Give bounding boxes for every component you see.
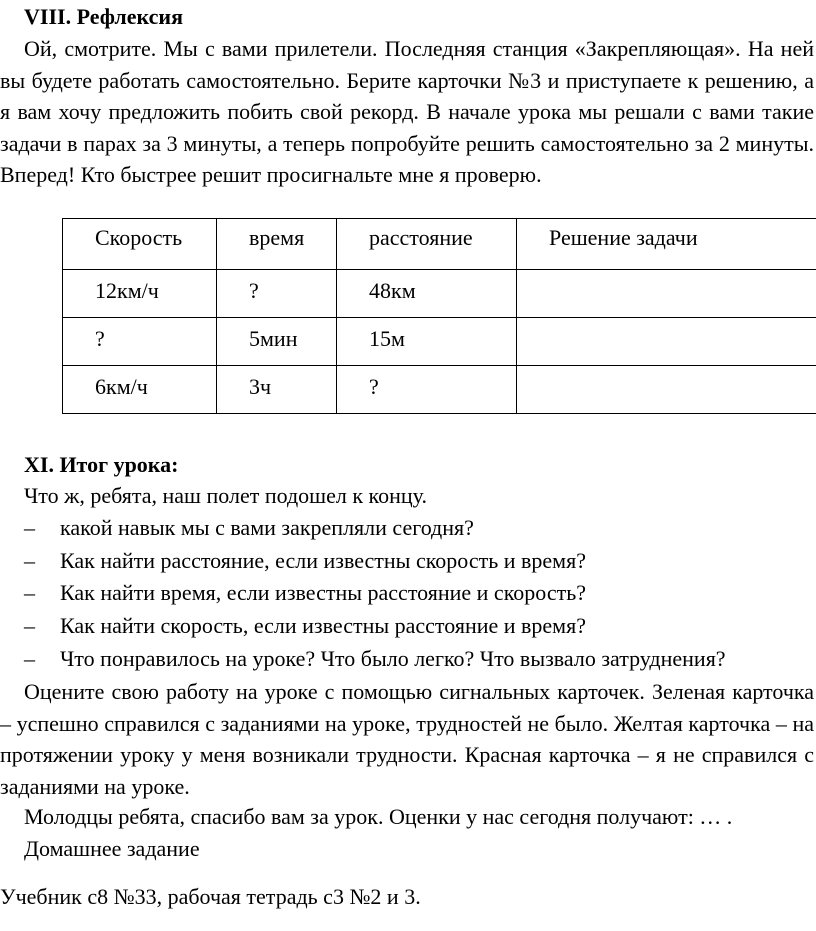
dash-marker: – xyxy=(24,613,35,638)
question-text: Что понравилось на уроке? Что было легко? Что вызвало затруднения? xyxy=(60,646,726,671)
homework-text: Учебник с8 №33, рабочая тетрадь с3 №2 и 3. xyxy=(0,884,421,909)
table-row xyxy=(63,318,816,366)
table-cell: 48км xyxy=(337,270,517,318)
table-header-cell: расстояние xyxy=(337,219,517,270)
table-cell: 5мин xyxy=(217,318,337,366)
thanks-line: Молодцы ребята, спасибо вам за урок. Оценки у нас сегодня получают: … . xyxy=(24,804,733,829)
table-cell xyxy=(517,366,816,414)
question-item xyxy=(24,515,474,541)
table-cell: 12км/ч xyxy=(63,270,217,318)
table-header-cell: время xyxy=(217,219,337,270)
table-row xyxy=(63,366,816,414)
table-cell: 15м xyxy=(337,318,517,366)
table-cell: ? xyxy=(63,318,217,366)
homework-title: Домашнее задание xyxy=(24,836,200,861)
table-header-cell: Скорость xyxy=(63,219,217,270)
section-title-reflection: VIII. Рефлексия xyxy=(24,4,184,29)
table-cell xyxy=(517,318,816,366)
question-text: Как найти скорость, если известны расстояние и время? xyxy=(60,613,586,638)
question-item xyxy=(24,613,586,639)
table-header-cell: Решение задачи xyxy=(517,219,816,270)
dash-marker: – xyxy=(24,548,35,573)
question-text: какой навык мы с вами закрепляли сегодня? xyxy=(60,515,474,540)
table-cell: ? xyxy=(337,366,517,414)
summary-intro: Что ж, ребята, наш полет подошел к концу. xyxy=(24,483,427,508)
reflection-paragraph: Ой, смотрите. Мы с вами прилетели. Последняя станция «Закрепляющая». На ней вы будете работать самостоятельно. Берите карточки №3 и приступаете к решению, а я вам хочу предложить побить свой рекорд. В начале урока мы решали с вами такие задачи в парах за 3 минуты, а теперь попробуйте решить самостоятельно за 2 минуты. Вперед! Кто быстрее решит просигнальте мне я проверю. xyxy=(0,36,814,187)
table-header-row xyxy=(63,219,816,270)
table-cell xyxy=(517,270,816,318)
table-cell: 3ч xyxy=(217,366,337,414)
task-table xyxy=(62,218,816,414)
section-title-summary: XI. Итог урока: xyxy=(24,452,179,477)
question-item xyxy=(24,580,586,606)
dash-marker: – xyxy=(24,515,35,540)
question-text: Как найти расстояние, если известны скорость и время? xyxy=(60,548,586,573)
dash-marker: – xyxy=(24,580,35,605)
question-item xyxy=(24,646,726,672)
dash-marker: – xyxy=(24,646,35,671)
question-item xyxy=(24,548,586,574)
table-row xyxy=(63,270,816,318)
evaluation-paragraph: Оцените свою работу на уроке с помощью сигнальных карточек. Зеленая карточка – успешно справился с заданиями на уроке, трудностей не было. Желтая карточка – на протяжении уроку у меня возникали трудности. Красная карточка – я не справился с заданиями на уроке. xyxy=(0,679,814,799)
question-text: Как найти время, если известны расстояние и скорость? xyxy=(60,580,586,605)
table-cell: 6км/ч xyxy=(63,366,217,414)
table-cell: ? xyxy=(217,270,337,318)
